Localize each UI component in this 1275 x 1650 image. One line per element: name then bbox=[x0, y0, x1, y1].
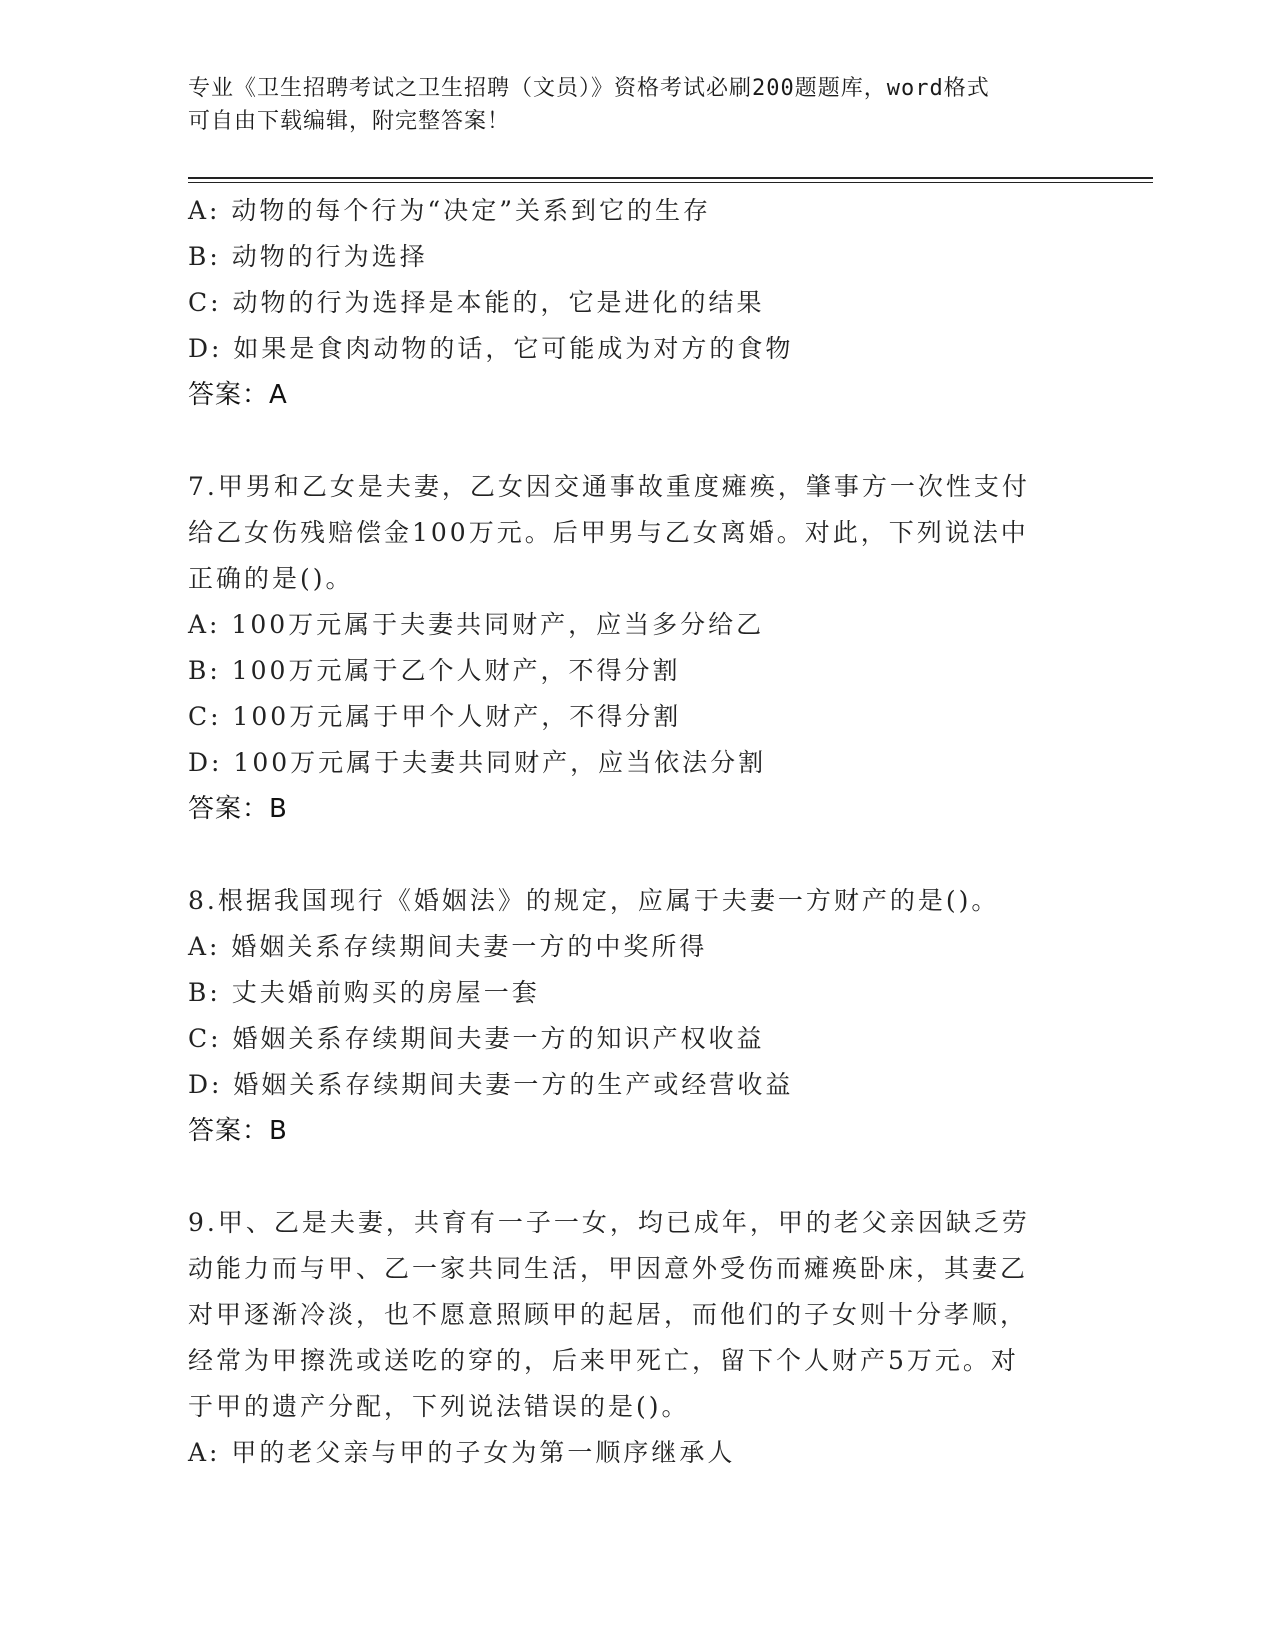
spacer bbox=[188, 418, 1088, 464]
question-9-text-line-3: 对甲逐渐冷淡，也不愿意照顾甲的起居，而他们的子女则十分孝顺， bbox=[188, 1300, 1029, 1329]
question-8-text-line-1: 8.根据我国现行《婚姻法》的规定，应属于夫妻一方财产的是()。 bbox=[188, 886, 1000, 915]
header-line-2: 可自由下载编辑，附完整答案！ bbox=[188, 109, 511, 134]
question-7-text-line-2: 给乙女伤残赔偿金100万元。后甲男与乙女离婚。对此，下列说法中 bbox=[188, 518, 1029, 547]
question-9-text-line-5: 于甲的遗产分配，下列说法错误的是()。 bbox=[188, 1392, 690, 1421]
option-b: B: 100万元属于乙个人财产，不得分割 bbox=[188, 656, 681, 685]
option-c: C: 婚姻关系存续期间夫妻一方的知识产权收益 bbox=[188, 1024, 765, 1053]
option-d: D: 婚姻关系存续期间夫妻一方的生产或经营收益 bbox=[188, 1070, 794, 1099]
question-6-block bbox=[188, 188, 1088, 418]
option-a: A: 甲的老父亲与甲的子女为第一顺序继承人 bbox=[188, 1438, 736, 1467]
option-c: C: 100万元属于甲个人财产，不得分割 bbox=[188, 702, 682, 731]
answer-label: 答案：B bbox=[188, 1116, 288, 1146]
question-9-block bbox=[188, 1200, 1088, 1476]
option-a: A: 婚姻关系存续期间夫妻一方的中奖所得 bbox=[188, 932, 708, 961]
answer-label: 答案：B bbox=[188, 794, 288, 824]
option-d: D: 如果是食肉动物的话，它可能成为对方的食物 bbox=[188, 334, 794, 363]
option-b: B: 动物的行为选择 bbox=[188, 242, 428, 271]
question-9-text-line-2: 动能力而与甲、乙一家共同生活，甲因意外受伤而瘫痪卧床，其妻乙 bbox=[188, 1254, 1029, 1283]
option-d: D: 100万元属于夫妻共同财产，应当依法分割 bbox=[188, 748, 767, 777]
question-9-text-line-4: 经常为甲擦洗或送吃的穿的，后来甲死亡，留下个人财产5万元。对 bbox=[188, 1346, 1019, 1375]
question-7-text-line-1: 7.甲男和乙女是夫妻，乙女因交通事故重度瘫痪，肇事方一次性支付 bbox=[188, 472, 1030, 501]
question-8-block bbox=[188, 878, 1088, 1154]
option-a: A: 动物的每个行为“决定”关系到它的生存 bbox=[188, 196, 711, 225]
question-7-text-line-3: 正确的是()。 bbox=[188, 564, 354, 593]
question-list bbox=[188, 188, 1088, 1476]
option-a: A: 100万元属于夫妻共同财产，应当多分给乙 bbox=[188, 610, 765, 639]
spacer bbox=[188, 1154, 1088, 1200]
option-c: C: 动物的行为选择是本能的，它是进化的结果 bbox=[188, 288, 765, 317]
option-b: B: 丈夫婚前购买的房屋一套 bbox=[188, 978, 540, 1007]
answer-label: 答案：A bbox=[188, 380, 288, 410]
header-line-1: 专业《卫生招聘考试之卫生招聘（文员）》资格考试必刷200题题库，word格式 bbox=[188, 76, 990, 101]
question-9-text-line-1: 9.甲、乙是夫妻，共育有一子一女，均已成年，甲的老父亲因缺乏劳 bbox=[188, 1208, 1030, 1237]
document-header bbox=[188, 72, 1088, 138]
spacer bbox=[188, 832, 1088, 878]
question-7-block bbox=[188, 464, 1088, 832]
header-divider-thick bbox=[188, 177, 1153, 179]
header-divider-thin bbox=[188, 182, 1153, 183]
